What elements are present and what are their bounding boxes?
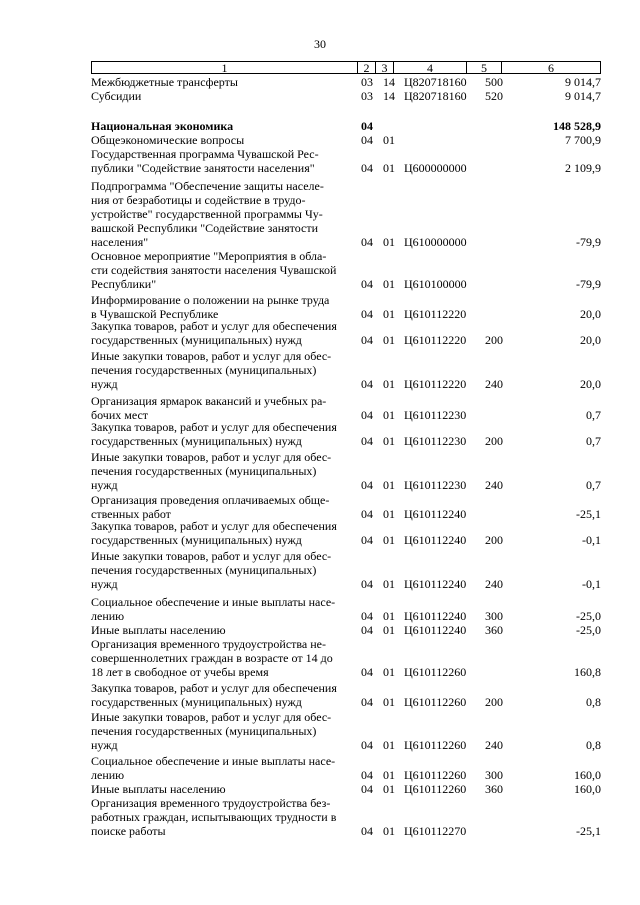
row-amount: -79,9 [576, 277, 601, 291]
row-description-line: Иные закупки товаров, работ и услуг для обес- [91, 349, 332, 363]
row-amount: 0,7 [586, 478, 601, 492]
row-description-line: нужд [91, 738, 118, 752]
row-section-code: 04 [361, 235, 373, 249]
row-target-article: Ц610112220 [404, 377, 467, 391]
row-target-article: Ц820718160 [404, 89, 467, 103]
row-section-code: 04 [361, 665, 373, 679]
row-section-code: 04 [361, 119, 373, 133]
row-subsection-code: 01 [383, 478, 395, 492]
row-target-article: Ц610112220 [404, 307, 467, 321]
row-description-line: публики "Содействие занятости населения" [91, 161, 315, 175]
row-target-article: Ц610112260 [404, 738, 467, 752]
row-description-line: лению [91, 768, 125, 782]
row-target-article: Ц610112240 [404, 577, 467, 591]
row-expense-type: 520 [485, 89, 503, 103]
row-section-code: 04 [361, 434, 373, 448]
row-amount: -25,1 [576, 824, 601, 838]
row-subsection-code: 14 [383, 75, 395, 89]
row-description-line: печения государственных (муниципальных) [91, 464, 317, 478]
row-description-line: работных граждан, испытывающих трудности в [91, 810, 337, 824]
table-row [91, 494, 601, 522]
row-subsection-code: 01 [383, 434, 395, 448]
row-amount: -79,9 [576, 235, 601, 249]
row-subsection-code: 01 [383, 533, 395, 547]
row-expense-type: 200 [485, 533, 503, 547]
row-amount: 0,7 [586, 434, 601, 448]
row-target-article: Ц600000000 [404, 161, 467, 175]
row-description-line: печения государственных (муниципальных) [91, 563, 317, 577]
row-description-line: Иные выплаты населению [91, 623, 226, 637]
row-amount: -25,0 [576, 623, 601, 637]
row-target-article: Ц610112240 [404, 623, 467, 637]
row-section-code: 04 [361, 161, 373, 175]
row-description-line: Закупка товаров, работ и услуг для обеспечения [91, 519, 337, 533]
row-section-code: 04 [361, 824, 373, 838]
table-row [91, 120, 601, 134]
row-section-code: 04 [361, 609, 373, 623]
row-description-line: Межбюджетные трансферты [91, 75, 238, 89]
row-expense-type: 300 [485, 768, 503, 782]
row-target-article: Ц610112230 [404, 478, 467, 492]
header-col-6: 6 [548, 61, 554, 75]
row-subsection-code: 01 [383, 333, 395, 347]
row-description-line: государственных (муниципальных) нужд [91, 434, 302, 448]
table-row [91, 395, 601, 423]
table-row [91, 783, 601, 797]
row-description-line: совершеннолетних граждан в возрасте от 14 до [91, 651, 333, 665]
row-description-line: Субсидии [91, 89, 142, 103]
table-row [91, 624, 601, 638]
row-expense-type: 360 [485, 623, 503, 637]
row-subsection-code: 01 [383, 161, 395, 175]
row-description-line: государственных (муниципальных) нужд [91, 333, 302, 347]
row-amount: 20,0 [580, 377, 601, 391]
row-description-line: Иные выплаты населению [91, 782, 226, 796]
row-section-code: 04 [361, 307, 373, 321]
row-description-line: Закупка товаров, работ и услуг для обеспечения [91, 420, 337, 434]
row-subsection-code: 01 [383, 768, 395, 782]
row-description-line: Организация проведения оплачиваемых обще- [91, 493, 330, 507]
row-description-line: поиске работы [91, 824, 166, 838]
row-target-article: Ц610112260 [404, 665, 467, 679]
row-amount: 160,8 [574, 665, 601, 679]
row-description-line: государственных (муниципальных) нужд [91, 695, 302, 709]
header-col-5: 5 [481, 61, 487, 75]
table-row [91, 596, 601, 624]
row-description-line: Государственная программа Чувашской Рес- [91, 147, 319, 161]
row-expense-type: 500 [485, 75, 503, 89]
row-description-line: вашской Республики "Содействие занятости [91, 221, 319, 235]
row-subsection-code: 01 [383, 377, 395, 391]
row-description-line: лению [91, 609, 125, 623]
row-subsection-code: 01 [383, 738, 395, 752]
row-amount: 20,0 [580, 333, 601, 347]
table-row [91, 520, 601, 548]
row-description-line: Организация временного трудоустройства не- [91, 637, 326, 651]
row-subsection-code: 01 [383, 507, 395, 521]
table-row [91, 682, 601, 710]
table-row [91, 294, 601, 322]
table-row [91, 148, 601, 176]
table-row [91, 320, 601, 348]
row-amount: 0,8 [586, 695, 601, 709]
row-section-code: 04 [361, 133, 373, 147]
row-section-code: 04 [361, 695, 373, 709]
row-section-code: 04 [361, 623, 373, 637]
row-section-code: 04 [361, 507, 373, 521]
row-section-code: 04 [361, 533, 373, 547]
row-description-line: нужд [91, 577, 118, 591]
row-amount: -25,1 [576, 507, 601, 521]
row-section-code: 03 [361, 75, 373, 89]
row-amount: 2 109,9 [565, 161, 601, 175]
row-target-article: Ц610112230 [404, 434, 467, 448]
row-expense-type: 360 [485, 782, 503, 796]
table-row [91, 76, 601, 90]
row-subsection-code: 01 [383, 307, 395, 321]
header-col-1: 1 [221, 61, 228, 75]
row-amount: 0,8 [586, 738, 601, 752]
row-subsection-code: 01 [383, 609, 395, 623]
row-description-line: Организация ярмарок вакансий и учебных ра- [91, 394, 327, 408]
row-amount: 20,0 [580, 307, 601, 321]
row-description-line: ния от безработицы и содействие в трудо- [91, 193, 306, 207]
table-row [91, 451, 601, 493]
row-description-line: Подпрограмма "Обеспечение защиты населе- [91, 179, 324, 193]
row-description-line: Основное мероприятие "Мероприятия в обла- [91, 249, 327, 263]
row-description-line: печения государственных (муниципальных) [91, 363, 317, 377]
table-row [91, 755, 601, 783]
row-section-code: 04 [361, 782, 373, 796]
table-row [91, 90, 601, 104]
row-section-code: 04 [361, 577, 373, 591]
row-expense-type: 240 [485, 577, 503, 591]
page-number: 30 [314, 37, 326, 51]
row-section-code: 04 [361, 478, 373, 492]
row-target-article: Ц610112230 [404, 408, 467, 422]
row-target-article: Ц610112270 [404, 824, 467, 838]
row-description-line: Общеэкономические вопросы [91, 133, 245, 147]
row-description-line: Национальная экономика [91, 119, 234, 133]
row-target-article: Ц610112240 [404, 533, 467, 547]
row-target-article: Ц610112260 [404, 695, 467, 709]
row-expense-type: 200 [485, 434, 503, 448]
header-col-2: 2 [363, 61, 370, 75]
row-target-article: Ц610112220 [404, 333, 467, 347]
row-target-article: Ц610112240 [404, 507, 467, 521]
row-description-line: Иные закупки товаров, работ и услуг для обес- [91, 549, 332, 563]
row-subsection-code: 01 [383, 235, 395, 249]
row-amount: 160,0 [574, 768, 601, 782]
row-section-code: 04 [361, 277, 373, 291]
row-subsection-code: 01 [383, 277, 395, 291]
row-description-line: Социальное обеспечение и иные выплаты насе- [91, 754, 336, 768]
row-subsection-code: 01 [383, 133, 395, 147]
row-description-line: ственных работ [91, 507, 171, 521]
row-section-code: 04 [361, 768, 373, 782]
header-col-4: 4 [427, 61, 433, 75]
row-expense-type: 200 [485, 695, 503, 709]
row-section-code: 04 [361, 408, 373, 422]
row-section-code: 03 [361, 89, 373, 103]
row-subsection-code: 01 [383, 623, 395, 637]
row-description-line: Республики" [91, 277, 157, 291]
row-target-article: Ц610112260 [404, 768, 467, 782]
row-target-article: Ц610000000 [404, 235, 467, 249]
row-description-line: сти содействия занятости населения Чувашской [91, 263, 337, 277]
row-amount: -0,1 [582, 533, 601, 547]
table-row [91, 421, 601, 449]
row-subsection-code: 01 [383, 782, 395, 796]
row-description-line: населения" [91, 235, 149, 249]
row-section-code: 04 [361, 377, 373, 391]
table-row [91, 797, 601, 839]
row-section-code: 04 [361, 738, 373, 752]
row-description-line: 18 лет в свободное от учебы время [91, 665, 269, 679]
table-row [91, 711, 601, 753]
row-description-line: нужд [91, 377, 118, 391]
row-expense-type: 240 [485, 478, 503, 492]
row-description-line: Иные закупки товаров, работ и услуг для обес- [91, 710, 332, 724]
row-expense-type: 240 [485, 377, 503, 391]
row-target-article: Ц610112260 [404, 782, 467, 796]
row-subsection-code: 01 [383, 665, 395, 679]
row-description-line: государственных (муниципальных) нужд [91, 533, 302, 547]
table-row [91, 550, 601, 592]
row-subsection-code: 14 [383, 89, 395, 103]
row-subsection-code: 01 [383, 695, 395, 709]
row-description-line: Организация временного трудоустройства без- [91, 796, 331, 810]
row-description-line: Закупка товаров, работ и услуг для обеспечения [91, 319, 337, 333]
row-amount: -25,0 [576, 609, 601, 623]
row-expense-type: 200 [485, 333, 503, 347]
row-amount: 7 700,9 [565, 133, 601, 147]
row-description-line: устройстве" государственной программы Чу- [91, 207, 323, 221]
row-description-line: нужд [91, 478, 118, 492]
row-expense-type: 240 [485, 738, 503, 752]
row-amount: 9 014,7 [565, 75, 601, 89]
row-expense-type: 300 [485, 609, 503, 623]
row-subsection-code: 01 [383, 824, 395, 838]
table-row [91, 134, 601, 148]
table-row [91, 180, 601, 250]
row-subsection-code: 01 [383, 577, 395, 591]
row-description-line: бочих мест [91, 408, 149, 422]
row-description-line: Информирование о положении на рынке труда [91, 293, 330, 307]
header-col-3: 3 [381, 61, 388, 75]
row-amount: 0,7 [586, 408, 601, 422]
row-target-article: Ц820718160 [404, 75, 467, 89]
row-amount: 160,0 [574, 782, 601, 796]
row-amount: 9 014,7 [565, 89, 601, 103]
row-subsection-code: 01 [383, 408, 395, 422]
table-row [91, 638, 601, 680]
row-target-article: Ц610112240 [404, 609, 467, 623]
row-description-line: в Чувашской Республике [91, 307, 219, 321]
row-amount: 148 528,9 [553, 119, 601, 133]
table-header [91, 61, 601, 74]
table-row [91, 250, 601, 292]
row-description-line: Иные закупки товаров, работ и услуг для обес- [91, 450, 332, 464]
row-section-code: 04 [361, 333, 373, 347]
row-target-article: Ц610100000 [404, 277, 467, 291]
row-description-line: Закупка товаров, работ и услуг для обеспечения [91, 681, 337, 695]
row-amount: -0,1 [582, 577, 601, 591]
row-description-line: Социальное обеспечение и иные выплаты насе- [91, 595, 336, 609]
table-row [91, 350, 601, 392]
row-description-line: печения государственных (муниципальных) [91, 724, 317, 738]
